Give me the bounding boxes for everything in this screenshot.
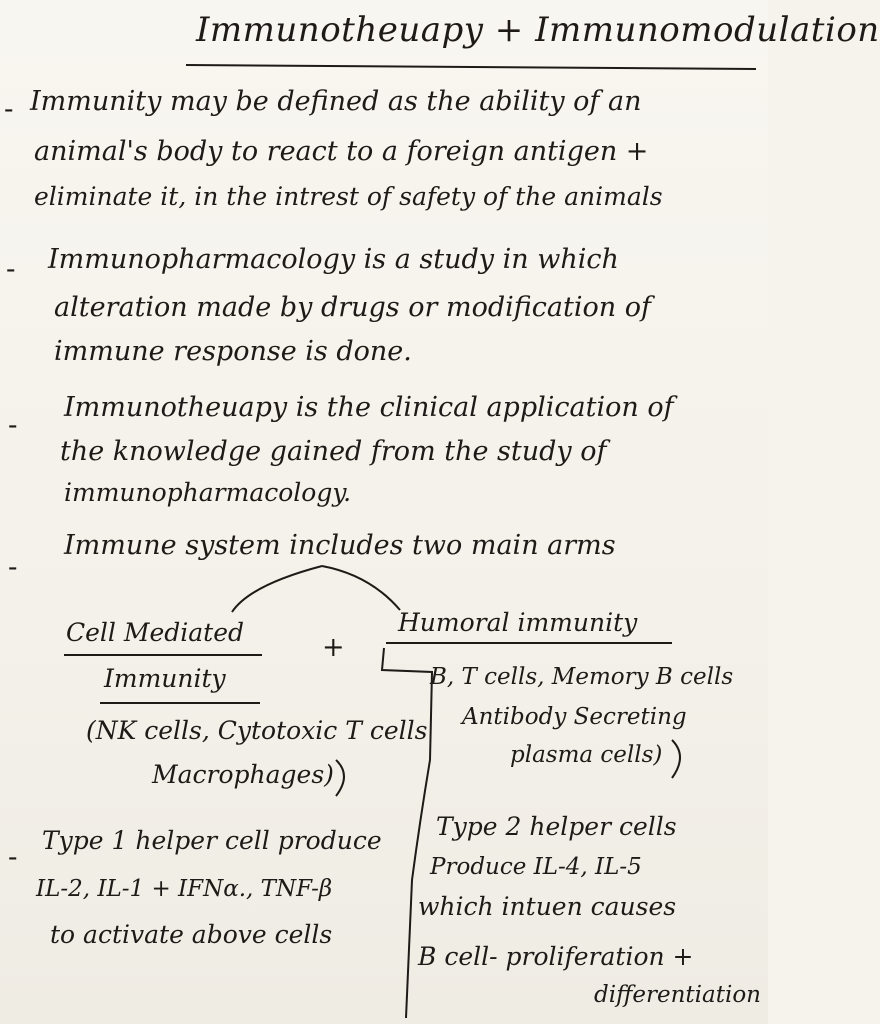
humoral-heading: Humoral immunity — [398, 608, 638, 637]
point-3-line-1: Immunotheuapy is the clinical application of — [64, 392, 674, 423]
bullet-dash: - — [8, 550, 18, 583]
point-3-line-2: the knowledge gained from the study of — [60, 436, 607, 467]
branch-left-stroke — [232, 566, 322, 612]
point-1-line-2: animal's body to react to a foreign antigen + — [34, 136, 649, 167]
point-3-line-3: immunopharmacology. — [64, 478, 352, 507]
bullet-dash: - — [4, 92, 14, 125]
divider-stroke — [382, 648, 432, 1018]
point-4-line-1: Immune system includes two main arms — [64, 530, 616, 561]
cell-mediated-heading: Cell Mediated — [66, 618, 245, 647]
type2-line-4: B cell- proliferation + — [418, 942, 694, 971]
arms-plus: + — [322, 632, 345, 663]
type2-line-1: Type 2 helper cells — [436, 812, 677, 841]
type1-line-3: to activate above cells — [50, 920, 333, 949]
type1-line-2: IL-2, IL-1 + IFNα., TNF-β — [36, 876, 333, 902]
type2-line-2: Produce IL-4, IL-5 — [430, 854, 642, 880]
point-2-line-2: alteration made by drugs or modification of — [54, 292, 651, 323]
cell-mediated-heading-2: Immunity — [104, 664, 226, 693]
humoral-detail-3: plasma cells) — [510, 742, 663, 768]
bullet-dash: - — [6, 252, 16, 285]
bullet-dash: - — [8, 840, 18, 873]
bullet-dash: - — [8, 408, 18, 441]
cell-mediated-detail-1: (NK cells, Cytotoxic T cells — [86, 716, 428, 745]
paren-close-2 — [672, 740, 680, 778]
branch-right-stroke — [322, 566, 400, 610]
type1-line-1: Type 1 helper cell produce — [42, 826, 382, 855]
paren-close-1 — [336, 760, 344, 796]
humoral-detail-1: B, T cells, Memory B cells — [430, 664, 734, 690]
type2-line-5: differentiation — [594, 982, 761, 1008]
humoral-detail-2: Antibody Secreting — [462, 704, 687, 730]
point-1-line-3: eliminate it, in the intrest of safety of the animals — [34, 182, 663, 211]
page-title: Immunotheuapy + Immunomodulation — [196, 10, 880, 50]
type2-line-3: which intuen causes — [418, 892, 677, 921]
point-2-line-3: immune response is done. — [54, 336, 412, 367]
cell-mediated-detail-2: Macrophages) — [152, 760, 334, 789]
point-1-line-1: Immunity may be defined as the ability of an — [30, 86, 642, 117]
point-2-line-1: Immunopharmacology is a study in which — [48, 244, 619, 275]
